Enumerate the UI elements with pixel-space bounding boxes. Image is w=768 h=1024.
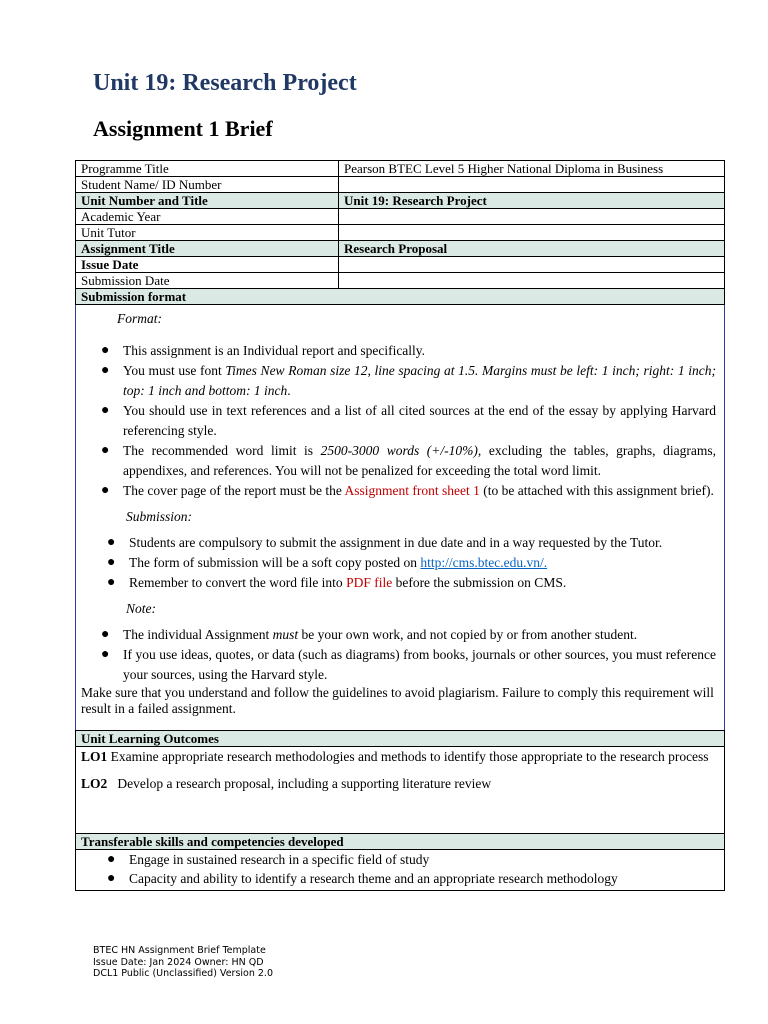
info-label: Academic Year [76, 209, 339, 225]
plagiarism-text: Make sure that you understand and follow the guidelines to avoid plagiarism. Failure to comply this requirement will result in a failed assignment. [81, 685, 714, 716]
item-text: If you use ideas, quotes, or data (such as diagrams) from books, journals or other sources, you must reference your sources, using the Harvard style. [123, 647, 716, 682]
note-label: Note: [126, 601, 156, 616]
info-rows [76, 161, 725, 289]
info-label: Student Name/ ID Number [76, 177, 339, 193]
info-row [76, 161, 725, 177]
info-label: Programme Title [76, 161, 339, 177]
info-row [76, 225, 725, 241]
submission-format-header-row [76, 289, 725, 305]
format-list-item [81, 481, 716, 501]
info-label: Unit Number and Title [76, 193, 339, 209]
learning-outcome-code: LO2 [81, 776, 108, 791]
footer-template-line: BTEC HN Assignment Brief Template [93, 945, 266, 956]
info-label: Issue Date [76, 257, 339, 273]
info-row [76, 193, 725, 209]
submission-format-heading: Submission format [76, 289, 725, 305]
learning-outcome-text: Examine appropriate research methodologies and methods to identify those appropriate to the research process [107, 749, 709, 764]
format-list-item [81, 401, 716, 441]
footer-classification-line: DCL1 Public (Unclassified) Version 2.0 [93, 968, 273, 979]
format-label: Format: [117, 311, 162, 326]
info-row [76, 241, 725, 257]
note-list-item [81, 645, 716, 685]
format-list [81, 341, 716, 501]
item-text: The cover page of the report must be the [123, 483, 345, 498]
skill-item: ● Engage in sustained research in a specific field of study [81, 850, 719, 869]
info-value [339, 225, 725, 241]
emphasis-text: must [272, 627, 299, 642]
assignment-brief-table [75, 160, 725, 891]
submission-format-cell [76, 305, 725, 731]
page-footer [93, 945, 273, 980]
submission-list-item [81, 553, 716, 573]
page-subtitle: Assignment 1 Brief [93, 116, 273, 141]
cms-link[interactable]: http://cms.btec.edu.vn/. [420, 555, 548, 570]
item-text: You must use font [123, 363, 226, 378]
item-text: The recommended word limit is [123, 443, 321, 458]
page-title: Unit 19: Research Project [93, 70, 357, 96]
note-list-item [81, 625, 716, 645]
item-text: . [287, 383, 291, 398]
learning-outcome-code: LO1 [81, 749, 108, 764]
item-text: before the submission on CMS. [392, 575, 567, 590]
item-text: The form of submission will be a soft copy posted on [129, 555, 421, 570]
transferable-skills-heading: Transferable skills and competencies developed [76, 834, 725, 850]
item-text: (to be attached with this assignment brief). [479, 483, 714, 498]
submission-list [81, 533, 716, 593]
info-value [339, 209, 725, 225]
transferable-skills-list [81, 850, 719, 888]
info-value [339, 257, 725, 273]
info-label: Submission Date [76, 273, 339, 289]
info-row [76, 177, 725, 193]
learning-outcome-text: Develop a research proposal, including a supporting literature review [107, 776, 492, 791]
emphasis-text: 2500-3000 words (+/-10%) [320, 443, 478, 458]
format-list-item [81, 341, 716, 361]
emphasis-text: Times New Roman size 12, line spacing at 1.5. Margins must be left: 1 inch; right: 1 inch; top: 1 inch and bottom: 1 inch [123, 363, 716, 398]
info-row [76, 273, 725, 289]
info-label: Unit Tutor [76, 225, 339, 241]
note-list [81, 625, 716, 685]
learning-outcome [81, 774, 719, 794]
info-label: Assignment Title [76, 241, 339, 257]
highlight-text: PDF file [346, 575, 393, 590]
transferable-skills-cell [76, 850, 725, 891]
item-text: The individual Assignment [123, 627, 273, 642]
info-value: Unit 19: Research Project [339, 193, 725, 209]
item-text: This assignment is an Individual report and specifically. [123, 343, 426, 358]
submission-list-item [81, 573, 716, 593]
learning-outcomes-list [81, 747, 719, 794]
learning-outcome [81, 747, 719, 767]
item-text: be your own work, and not copied by or from another student. [298, 627, 638, 642]
learning-outcomes-cell [76, 747, 725, 834]
submission-format-row [76, 305, 725, 731]
info-value: Research Proposal [339, 241, 725, 257]
transferable-skills-header-row [76, 834, 725, 850]
learning-outcomes-header-row [76, 731, 725, 747]
info-value [339, 273, 725, 289]
format-list-item [81, 361, 716, 401]
highlight-text: Assignment front sheet 1 [344, 483, 480, 498]
transferable-skills-row [76, 850, 725, 891]
submission-list-item [81, 533, 716, 553]
item-text: You should use in text references and a list of all cited sources at the end of the essay by applying Harvard referencing style. [123, 403, 716, 438]
skill-item: ● Capacity and ability to identify a research theme and an appropriate research methodology [81, 869, 719, 888]
info-value: Pearson BTEC Level 5 Higher National Diploma in Business [339, 161, 725, 177]
item-text: Students are compulsory to submit the assignment in due date and in a way requested by the Tutor. [129, 535, 663, 550]
item-text: , excluding the tables, graphs, diagrams, appendixes, and references. You will not be penalized for exceeding the total word limit. [123, 443, 716, 478]
learning-outcomes-row [76, 747, 725, 834]
submission-label: Submission: [126, 509, 193, 524]
format-list-item [81, 441, 716, 481]
info-row [76, 257, 725, 273]
info-value [339, 177, 725, 193]
info-row [76, 209, 725, 225]
learning-outcomes-heading: Unit Learning Outcomes [76, 731, 725, 747]
footer-issue-line: Issue Date: Jan 2024 Owner: HN QD [93, 956, 264, 968]
item-text: Remember to convert the word file into [129, 575, 347, 590]
